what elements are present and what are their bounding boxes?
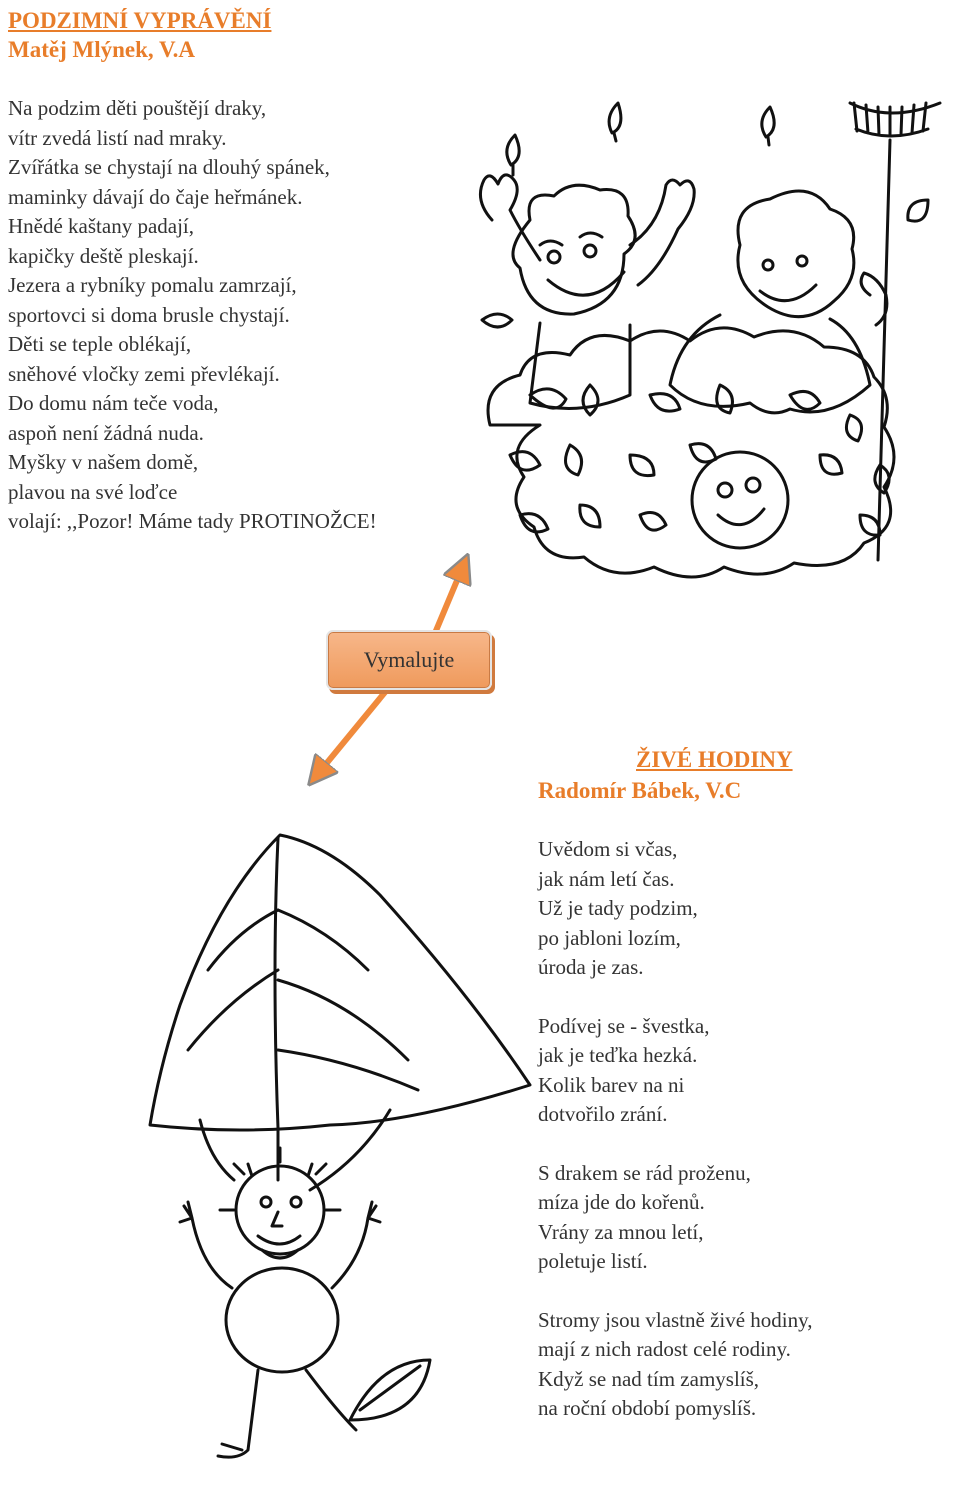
poem1-title: PODZIMNÍ VYPRÁVĚNÍ <box>8 8 272 33</box>
poem-line: míza jde do kořenů. <box>538 1190 705 1214</box>
poem-line: jak je teďka hezká. <box>538 1043 698 1067</box>
poem-line: S drakem se rád proženu, <box>538 1160 751 1185</box>
stanza <box>538 1306 813 1424</box>
poem-line: maminky dávají do čaje heřmánek. <box>8 184 303 209</box>
poem-line: Uvědom si včas, <box>538 837 678 861</box>
stanza <box>538 1012 813 1130</box>
poem-line: po jabloni lozím, <box>538 925 681 950</box>
poem1-body <box>8 94 377 537</box>
poem-line: mají z nich radost celé rodiny. <box>538 1337 791 1361</box>
poem-line: Hnědé kaštany padají, <box>8 214 195 238</box>
color-it-callout: Vymalujte <box>326 630 492 690</box>
poem-line: Kolik barev na ni <box>538 1072 685 1097</box>
poem-line: úroda je zas. <box>538 955 644 979</box>
poem-line: Myšky v našem domě, <box>8 450 199 474</box>
poem-line: volají: ,,Pozor! Máme tady PROTINOŽCE! <box>8 509 377 533</box>
poem2-title: ŽIVÉ HODINY <box>636 747 793 772</box>
stanza <box>538 1159 813 1277</box>
poem-line: Vrány za mnou letí, <box>538 1219 704 1244</box>
poem-line: Do domu nám teče voda, <box>8 391 219 415</box>
poem-line: vítr zvedá listí nad mraky. <box>8 125 227 150</box>
poem2-body <box>538 835 813 1424</box>
poem1-author: Matěj Mlýnek, V.A <box>8 37 195 62</box>
stanza <box>538 835 813 983</box>
poem2-author: Radomír Bábek, V.C <box>538 778 742 803</box>
poem-line: jak nám letí čas. <box>538 866 675 891</box>
poem-line: sportovci si doma brusle chystají. <box>8 302 290 327</box>
poem-line: Už je tady podzim, <box>538 896 698 920</box>
poem-line: dotvořilo zrání. <box>538 1102 668 1126</box>
poem-line: Děti se teple oblékají, <box>8 332 192 356</box>
poem-line: poletuje listí. <box>538 1249 648 1273</box>
poem-line: Podívej se - švestka, <box>538 1013 710 1038</box>
poem-line: Jezera a rybníky pomalu zamrzají, <box>8 273 297 297</box>
poem-line: sněhové vločky zemi převlékají. <box>8 361 280 386</box>
poem-line: Na podzim děti pouštějí draky, <box>8 96 267 120</box>
poem-line: Zvířátka se chystají na dlouhý spánek, <box>8 155 330 179</box>
poem-line: kapičky deště pleskají. <box>8 243 199 268</box>
poem-line: na roční období pomyslíš. <box>538 1396 757 1420</box>
poem-line: Když se nad tím zamyslíš, <box>538 1366 760 1391</box>
chestnut-man-illustration <box>140 830 540 1490</box>
poem-line: aspoň není žádná nuda. <box>8 420 204 445</box>
kids-in-leaves-illustration <box>470 95 950 575</box>
poem-line: plavou na své loďce <box>8 479 178 504</box>
poem-line: Stromy jsou vlastně živé hodiny, <box>538 1307 813 1332</box>
